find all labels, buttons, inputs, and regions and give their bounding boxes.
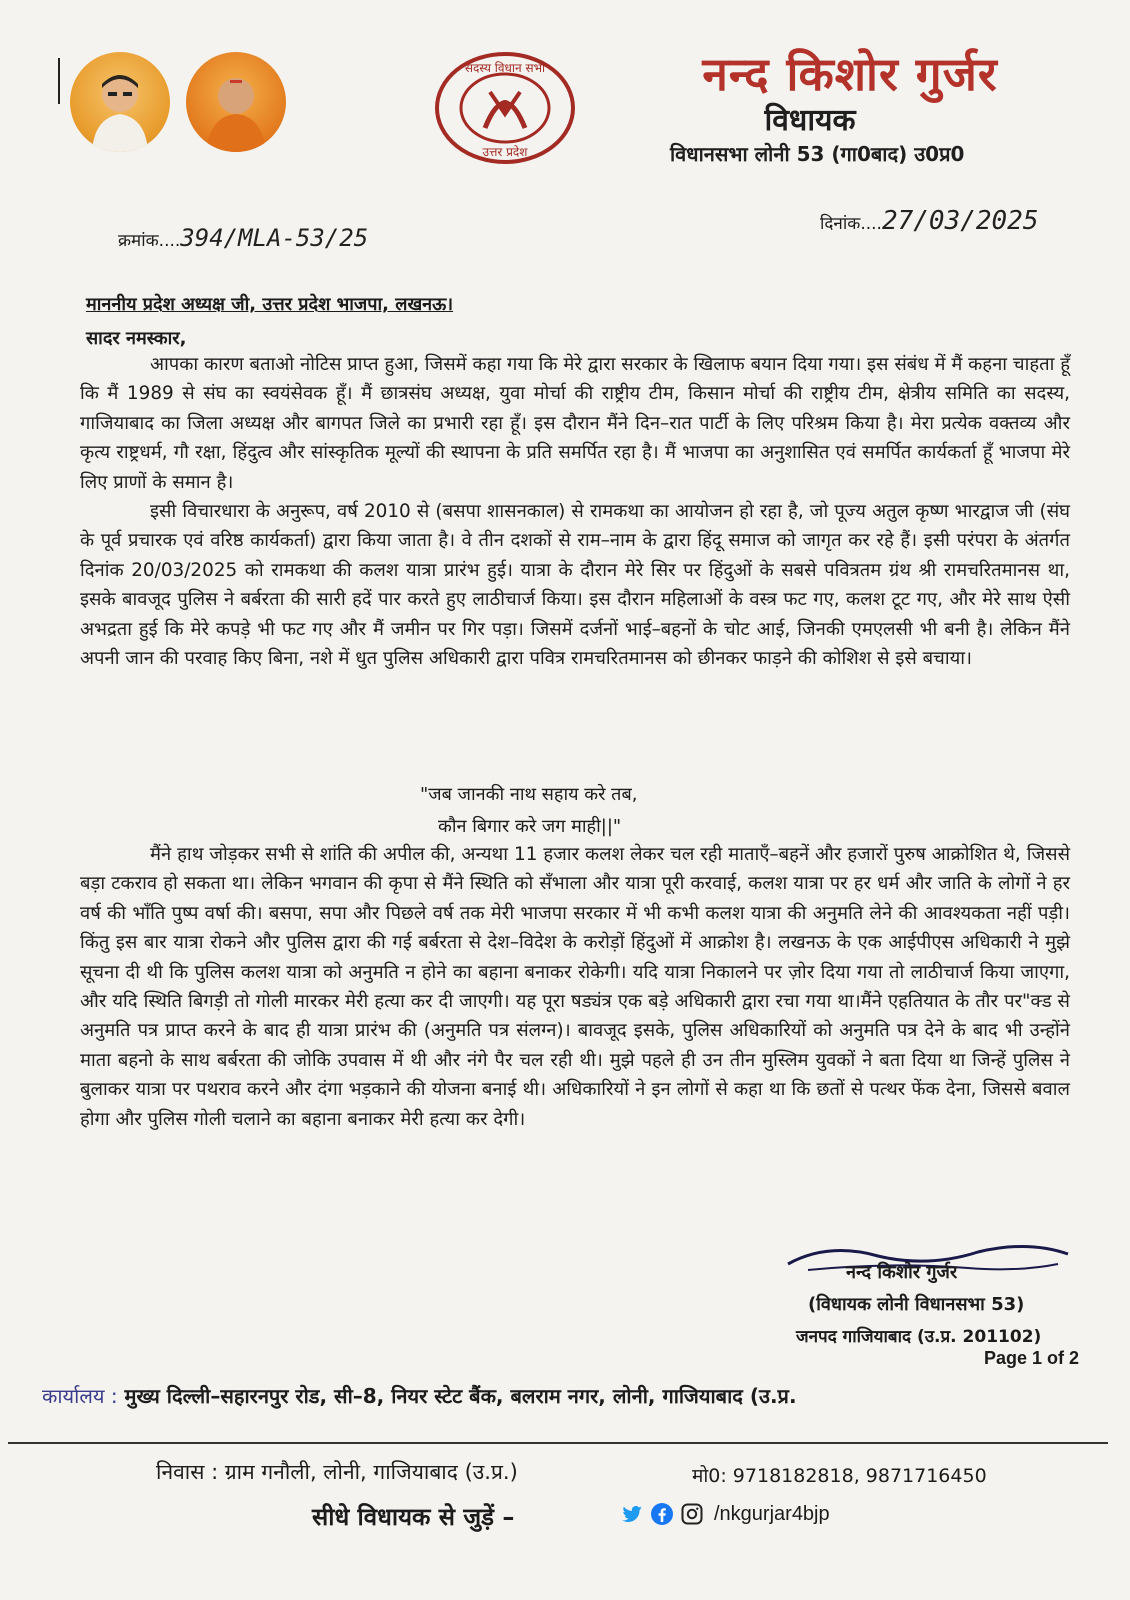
quote-line-2: कौन बिगार करे जग माही||" [438, 816, 622, 837]
signatory-district: जनपद गाजियाबाद (उ.प्र. 201102) [796, 1327, 1042, 1347]
mla-title: विधायक [764, 103, 856, 138]
page-number: Page 1 of 2 [984, 1348, 1080, 1368]
signatory-role: (विधायक लोनी विधानसभा 53) [808, 1294, 1025, 1315]
margin-mark [58, 58, 60, 104]
signatory-name: नन्द किशोर गुर्जर [846, 1262, 958, 1283]
portrait-left [70, 52, 170, 152]
reference-value: 394/MLA-53/25 [180, 224, 369, 252]
twitter-icon[interactable] [620, 1502, 644, 1526]
paragraph-1: आपका कारण बताओ नोटिस प्राप्त हुआ, जिसमें कहा गया कि मेरे द्वारा सरकार के खिलाफ बयान दिया गया। इस संबंध में मैं कहना चाहता हूँ कि मैं 1989 से संघ का स्वयंसेवक हूँ। मैं छात्रसंघ अध्यक्ष, युवा मोर्चा की राष्ट्रीय टीम, किसान मोर्चा की राष्ट्रीय टीम, क्षेत्रीय समिति का सदस्य, गाजियाबाद का जिला अध्यक्ष और बागपत जिले का प्रभारी रहा हूँ। इस दौरान मैंने दिन–रात पार्टी के लिए परिश्रम किया है। मेरा प्रत्येक वक्तव्य और कृत्य राष्ट्रधर्म, गौ रक्षा, हिंदुत्व और सांस्कृतिक मूल्यों की स्थापना के प्रति समर्पित रहा है। मैं भाजपा का अनुशासित एवं समर्पित कार्यकर्ता हूँ भाजपा मेरे लिए प्राणों के समान है। [80, 354, 1070, 493]
paragraph-2: इसी विचारधारा के अनुरूप, वर्ष 2010 से (बसपा शासनकाल) से रामकथा का आयोजन हो रहा है, जो पूज्य अतुल कृष्ण भारद्वाज जी (संघ के पूर्व प्रचारक एवं वरिष्ठ कार्यकर्ता) द्वारा किया जाता है। वे तीन दशकों से राम–नाम के द्वारा हिंदू समाज को जागृत कर रहे हैं। इसी परंपरा के अंतर्गत दिनांक 20/03/2025 को रामकथा की कलश यात्रा प्रारंभ हुई। यात्रा के दौरान मेरे सिर पर हिंदुओं के सबसे पवित्रतम ग्रंथ श्री रामचरितमानस था, इसके बावजूद पुलिस ने बर्बरता की सारी हदें पार करते हुए लाठीचार्ज किया। इस दौरान महिलाओं के वस्त्र फट गए, कलश टूट गए, और मेरे साथ ऐसी अभद्रता हुई कि मेरे कपड़े भी फट गए और मैं जमीन पर गिर पड़ा। जिसमें दर्जनों भाई–बहनों के चोट आई, जिनकी एमएलसी भी बनी है। लेकिन मैंने अपनी जान की परवाह किए बिना, नशे में धुत पुलिस अधिकारी द्वारा पवित्र रामचरितमानस को छीनकर फाड़ने की कोशिश से इसे बचाया। [80, 501, 1070, 670]
mobile-numbers: मो0: 9718182818, 9871716450 [692, 1465, 987, 1487]
date-label: दिनांक.... [820, 214, 882, 234]
constituency: विधानसभा लोनी 53 (गा0बाद) उ0प्र0 [670, 142, 965, 166]
letter-body-part-1 [80, 350, 1070, 673]
date-value: 27/03/2025 [881, 206, 1039, 236]
assembly-seal [430, 48, 580, 168]
footer-divider [8, 1442, 1108, 1444]
portrait-right [186, 52, 286, 152]
recipient: माननीय प्रदेश अध्यक्ष जी, उत्तर प्रदेश भाजपा, लखनऊ। [86, 294, 454, 315]
seal-text-top: सदस्य विधान सभा [464, 61, 546, 75]
connect-text: सीधे विधायक से जुड़ें – [312, 1503, 515, 1531]
office-address [42, 1382, 1112, 1409]
facebook-icon[interactable] [650, 1502, 674, 1526]
mla-name: नन्द किशोर गुर्जर [702, 47, 998, 101]
residence-address: निवास : ग्राम गनौली, लोनी, गाजियाबाद (उ.प्र.) [156, 1460, 518, 1484]
letter-body-part-2 [80, 840, 1070, 1134]
social-handle[interactable]: /nkgurjar4bjp [714, 1502, 830, 1525]
reference-label: क्रमांक.... [118, 231, 181, 251]
seal-text-bottom: उत्तर प्रदेश [482, 145, 528, 159]
instagram-icon[interactable] [680, 1502, 704, 1526]
letter-date [820, 206, 1039, 236]
quote-line-1: "जब जानकी नाथ सहाय करे तब, [420, 784, 638, 805]
social-links [620, 1502, 830, 1526]
paragraph-3: मैंने हाथ जोड़कर सभी से शांति की अपील की, अन्यथा 11 हजार कलश लेकर चल रही माताएँ–बहनें और हजारों पुरुष आक्रोशित थे, जिससे बड़ा टकराव हो सकता था। लेकिन भगवान की कृपा से मैंने स्थिति को सँभाला और यात्रा पूरी करवाई, कलश यात्रा पर हर धर्म और जाति के लोगों ने हर वर्ष की भाँति पुष्प वर्षा की। बसपा, सपा और पिछले वर्ष तक मेरी भाजपा सरकार में भी कभी कलश यात्रा की अनुमति लेने की आवश्यकता नहीं पड़ी। किंतु इस बार यात्रा रोकने और पुलिस द्वारा की गई बर्बरता से देश–विदेश के करोड़ों हिंदुओं में आक्रोश है। लखनऊ के एक आईपीएस अधिकारी ने मुझे सूचना दी थी कि पुलिस कलश यात्रा को अनुमति न होने का बहाना बनाकर रोकेगी। यदि यात्रा निकालने पर ज़ोर दिया गया तो लाठीचार्ज किया जाएगा, और यदि स्थिति बिगड़ी तो गोली मारकर मेरी हत्या कर दी जाएगी। यह पूरा षड्यंत्र एक बड़े अधिकारी द्वारा रचा गया था।मैंने एहतियात के तौर पर"क्ड से अनुमति पत्र प्राप्त करने के बाद ही यात्रा प्रारंभ की (अनुमति पत्र संलग्न)। बावजूद इसके, पुलिस अधिकारियों को अनुमति पत्र देने के बाद भी उन्होंने माता बहनो के साथ बर्बरता की जोकि उपवास में थी और नंगे पैर चल रही थी। मुझे पहले ही उन तीन मुस्लिम युवकों ने बता दिया था जिन्हें पुलिस ने बुलाकर यात्रा पर पथराव करने और दंगा भड़काने की योजना बनाई थी। अधिकारियों ने इन लोगों से कहा था कि छतों से पत्थर फेंक देना, जिससे बवाल होगा और पुलिस गोली चलाने का बहाना बनाकर मेरी हत्या कर देगी। [80, 844, 1070, 1130]
salutation: सादर नमस्कार, [86, 328, 187, 349]
office-address-text: मुख्य दिल्ली–सहारनपुर रोड, सी–8, नियर स्टेट बैंक, बलराम नगर, लोनी, गाजियाबाद (उ.प्र. [124, 1384, 797, 1408]
reference-number [118, 224, 368, 252]
office-label: कार्यालय : [42, 1384, 118, 1408]
